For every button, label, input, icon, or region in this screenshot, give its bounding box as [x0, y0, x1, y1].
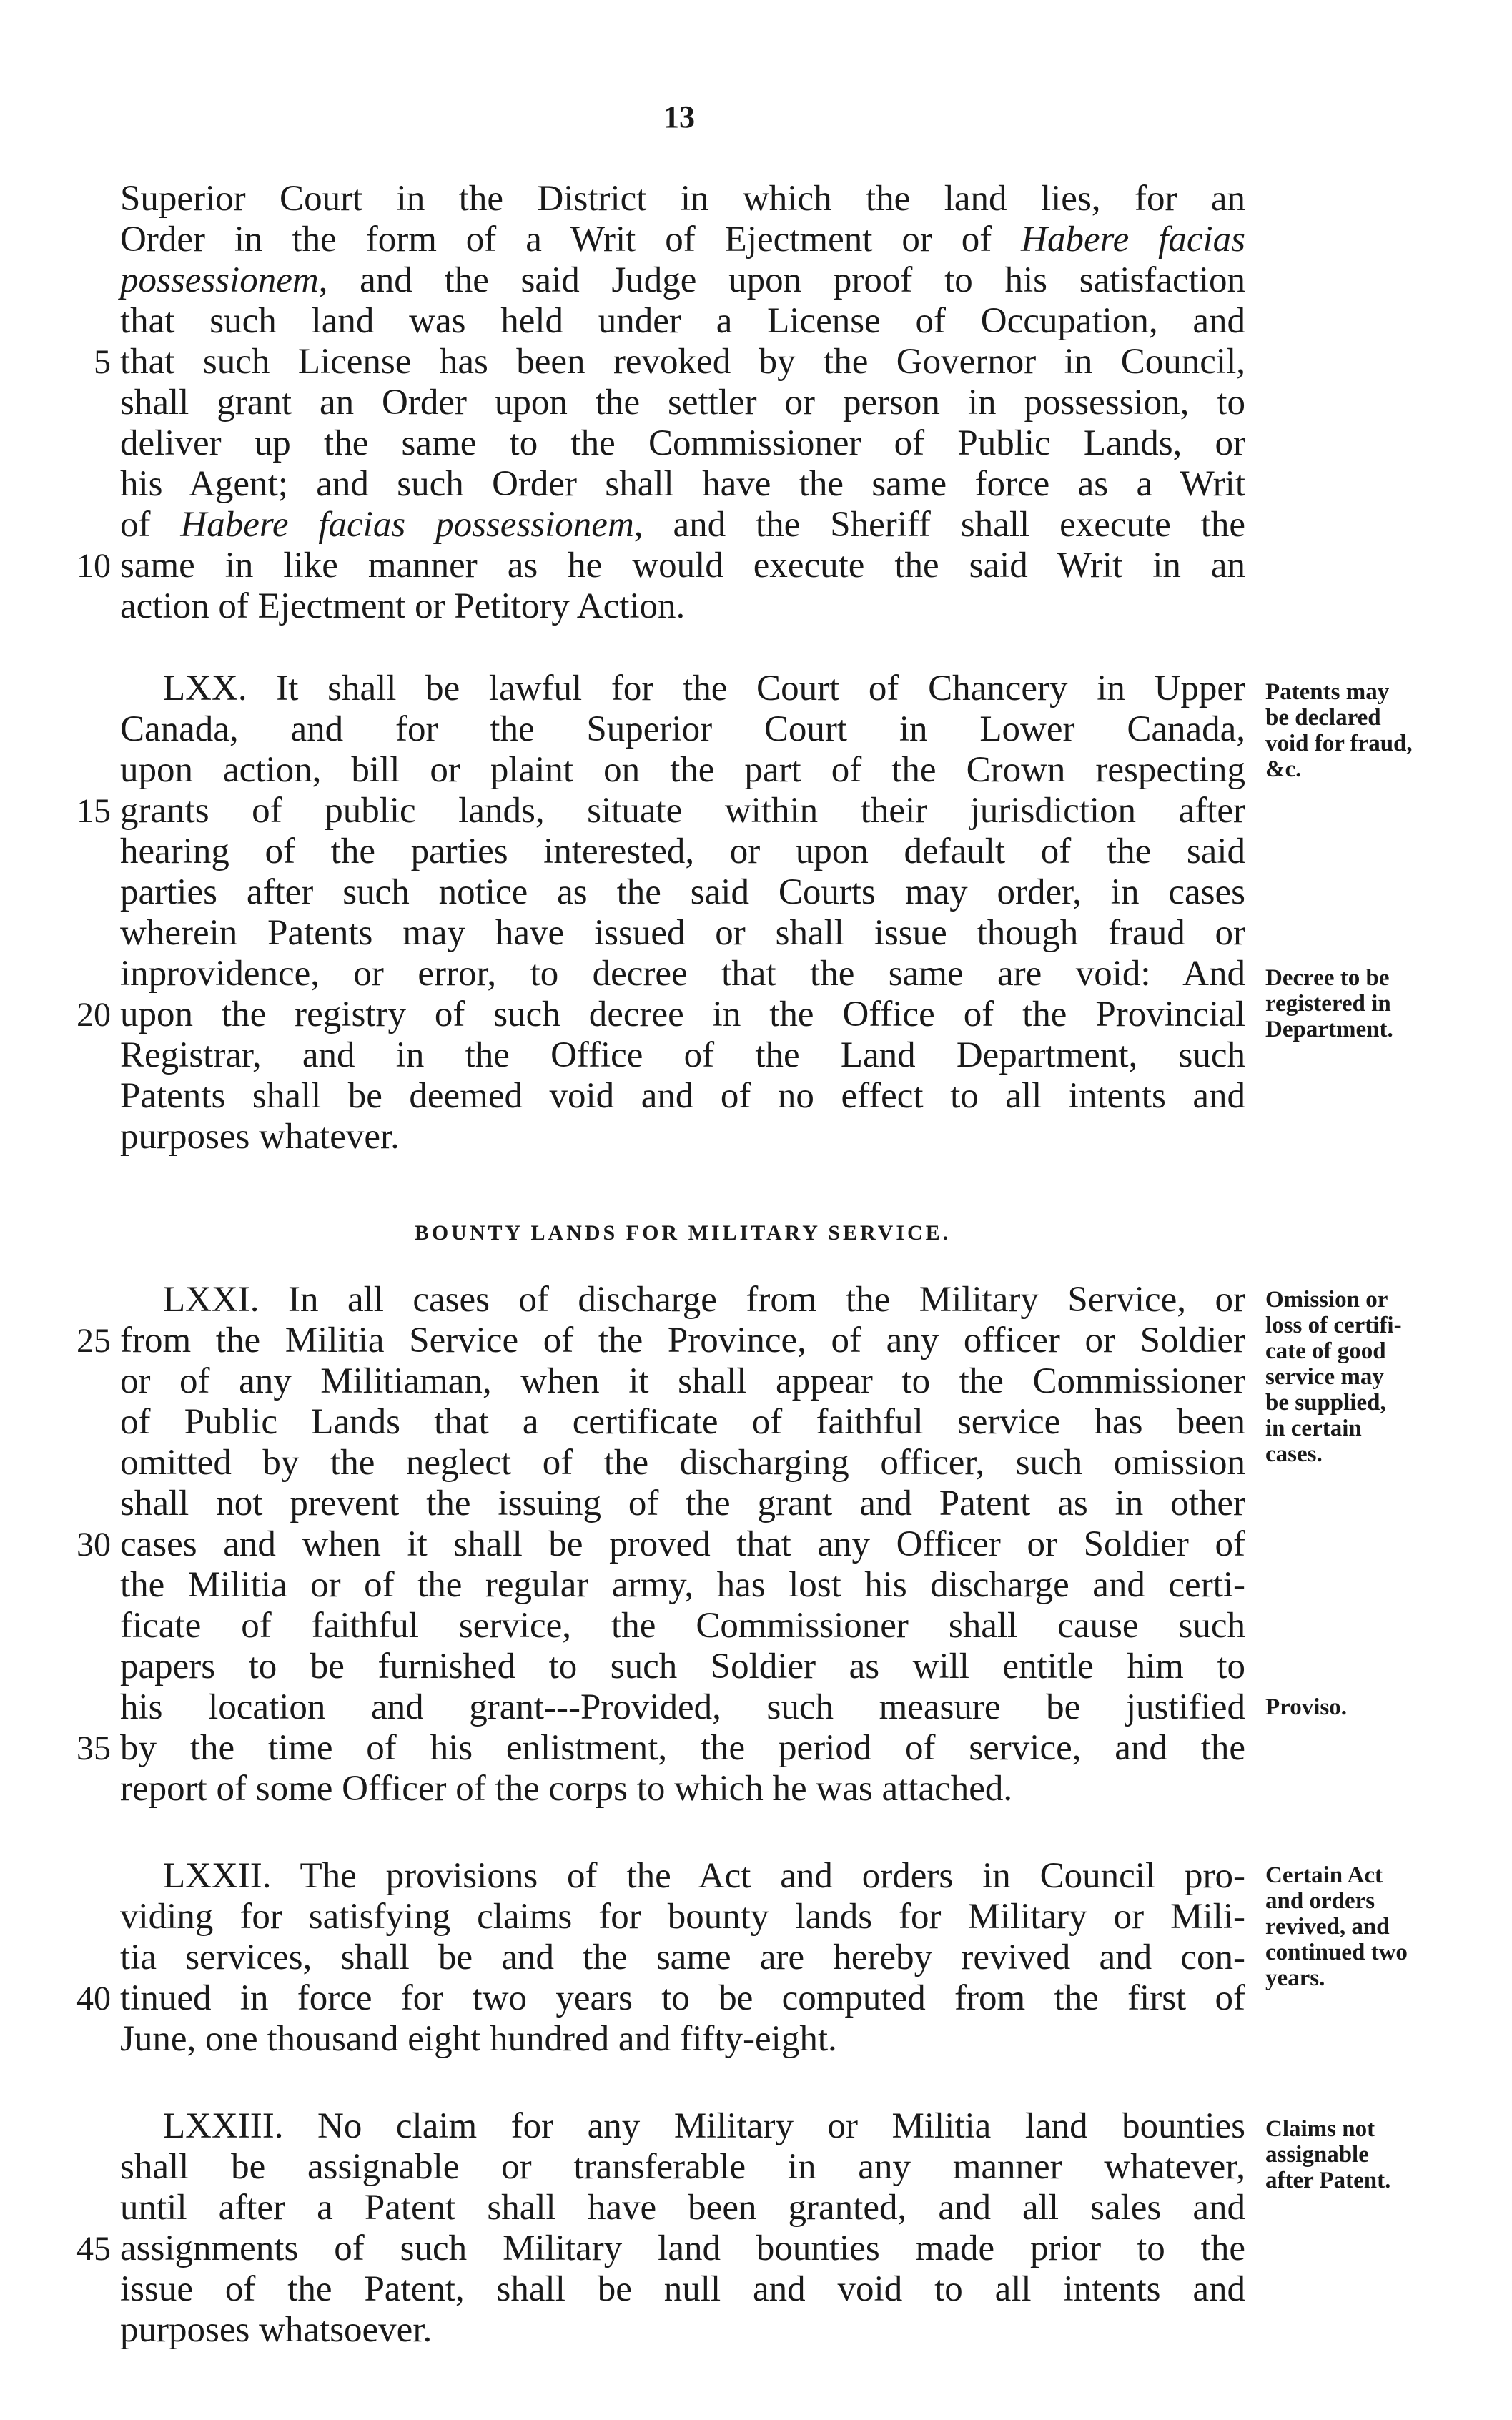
text-line: LXXIII. No claim for any Military or Militia land bounties [163, 2106, 1245, 2146]
text-line: omitted by the neglect of the discharging officer, such omission [120, 1443, 1245, 1483]
text-line: LXX. It shall be lawful for the Court of Chancery in Upper [163, 668, 1245, 708]
text-line: Registrar, and in the Office of the Land Department, such [120, 1035, 1245, 1075]
text-line: parties after such notice as the said Courts may order, in cases [120, 872, 1245, 912]
text-line: purposes whatever. [120, 1117, 400, 1157]
text-line: possessionem, and the said Judge upon proof to his satisfaction [120, 260, 1245, 300]
text-line: upon the registry of such decree in the Office of the Provincial [120, 994, 1245, 1034]
text-line: grants of public lands, situate within their jurisdiction after [120, 791, 1245, 831]
text-line: the Militia or of the regular army, has lost his discharge and certi- [120, 1565, 1245, 1605]
margin-note-proviso: Proviso. [1265, 1694, 1347, 1720]
text-line: same in like manner as he would execute the said Writ in an [120, 545, 1245, 586]
text-line: deliver up the same to the Commissioner of Public Lands, or [120, 423, 1245, 463]
line-number: 20 [76, 996, 111, 1034]
margin-note-omission: Omission or loss of certifi- cate of good service may be supplied, in certain cases. [1265, 1287, 1402, 1467]
text-line: LXXI. In all cases of discharge from the Military Service, or [163, 1280, 1245, 1320]
line-number: 30 [76, 1526, 111, 1564]
line-number: 40 [76, 1980, 111, 2018]
text-line: papers to be furnished to such Soldier as will entitle him to [120, 1646, 1245, 1686]
text-line: tinued in force for two years to be computed from the first of [120, 1978, 1245, 2018]
text-line: cases and when it shall be proved that any Officer or Soldier of [120, 1524, 1245, 1564]
text-line: Patents shall be deemed void and of no effect to all intents and [120, 1076, 1245, 1116]
page-number: 13 [663, 99, 695, 134]
text-line: inprovidence, or error, to decree that the same are void: And [120, 954, 1245, 994]
text-line: that such land was held under a License of Occupation, and [120, 301, 1245, 341]
text-line: hearing of the parties interested, or upon default of the said [120, 831, 1245, 871]
text-line: shall be assignable or transferable in any manner whatever, [120, 2147, 1245, 2187]
text-line: of Habere facias possessionem, and the Sheriff shall execute the [120, 505, 1246, 545]
text-line: wherein Patents may have issued or shall issue though fraud or [120, 913, 1245, 953]
line-number: 25 [76, 1322, 111, 1360]
text-line: until after a Patent shall have been granted, and all sales and [120, 2188, 1245, 2228]
text-line: action of Ejectment or Petitory Action. [120, 586, 686, 626]
text-line: ficate of faithful service, the Commissioner shall cause such [120, 1606, 1245, 1646]
text-line: or of any Militiaman, when it shall appear to the Commissioner [120, 1361, 1245, 1401]
text-line: that such License has been revoked by the Governor in Council, [120, 342, 1245, 382]
text-line: Order in the form of a Writ of Ejectment or of Habere facias [120, 219, 1245, 260]
margin-note-certain-act: Certain Act and orders revived, and continued two years. [1265, 1862, 1408, 1991]
text-line: issue of the Patent, shall be null and void to all intents and [120, 2269, 1245, 2309]
text-line: LXXII. The provisions of the Act and orders in Council pro- [163, 1856, 1245, 1896]
text-line: by the time of his enlistment, the period of service, and the [120, 1728, 1245, 1768]
margin-note-decree: Decree to be registered in Department. [1265, 965, 1393, 1042]
text-line: Superior Court in the District in which the land lies, for an [120, 179, 1245, 219]
line-number: 10 [76, 547, 111, 585]
text-line: June, one thousand eight hundred and fifty-eight. [120, 2019, 837, 2059]
text-line: upon action, bill or plaint on the part of the Crown respecting [120, 750, 1245, 790]
text-line: report of some Officer of the corps to which he was attached. [120, 1769, 1013, 1809]
margin-note-claims: Claims not assignable after Patent. [1265, 2116, 1391, 2193]
text-line: viding for satisfying claims for bounty lands for Military or Mili- [120, 1897, 1245, 1937]
margin-note-patents-void: Patents may be declared void for fraud, &c. [1265, 679, 1413, 782]
text-line: assignments of such Military land bounties made prior to the [120, 2228, 1245, 2268]
text-line: from the Militia Service of the Province, of any officer or Soldier [120, 1320, 1245, 1360]
text-line: his location and grant---Provided, such measure be justified [120, 1687, 1245, 1727]
text-line: tia services, shall be and the same are hereby revived and con- [120, 1937, 1245, 1977]
text-line: his Agent; and such Order shall have the same force as a Writ [120, 464, 1245, 504]
text-line: shall grant an Order upon the settler or person in possession, to [120, 382, 1245, 423]
text-line: Canada, and for the Superior Court in Lower Canada, [120, 709, 1245, 749]
line-number: 5 [94, 343, 111, 381]
text-line: of Public Lands that a certificate of faithful service has been [120, 1402, 1245, 1442]
line-number: 45 [76, 2230, 111, 2268]
line-number: 15 [76, 792, 111, 830]
text-line: purposes whatsoever. [120, 2310, 433, 2350]
line-number: 35 [76, 1729, 111, 1767]
section-heading: BOUNTY LANDS FOR MILITARY SERVICE. [414, 1221, 952, 1245]
text-line: shall not prevent the issuing of the grant and Patent as in other [120, 1483, 1245, 1523]
